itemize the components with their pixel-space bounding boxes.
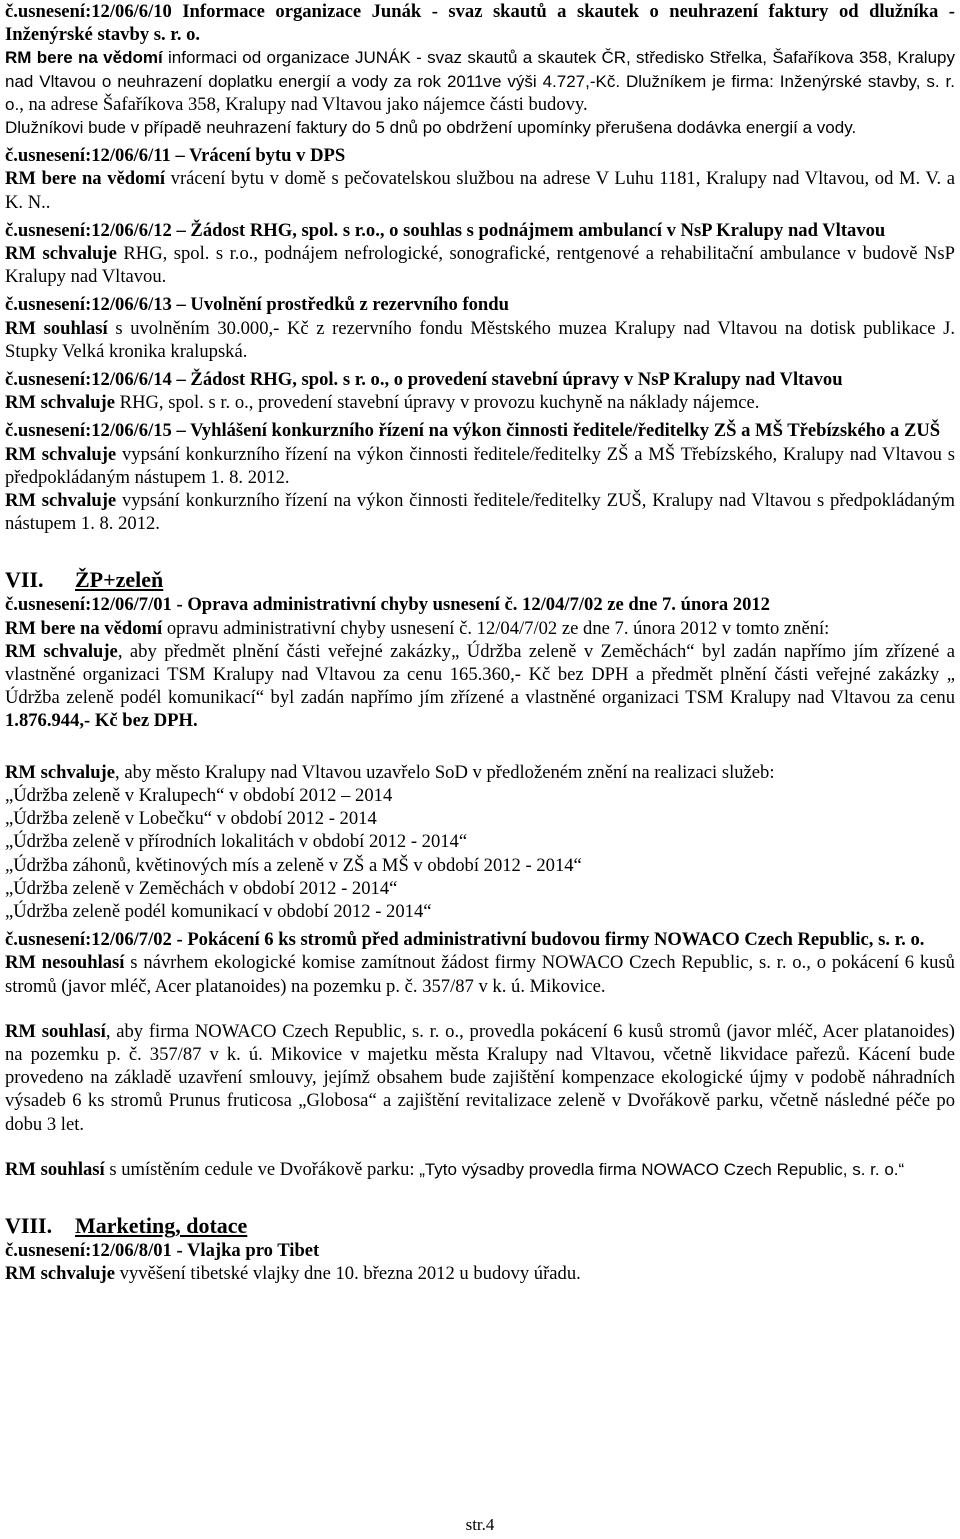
section-heading-vii xyxy=(5,567,955,593)
list-item: „Údržba zeleně v Zeměchách v období 2012 - 2014“ xyxy=(5,877,398,899)
resolution-body-2: , na adrese Šafaříkova 358, Kralupy nad Vltavou jako nájemce části budovy. xyxy=(19,93,588,115)
resolution-text xyxy=(5,761,955,784)
resolution-text xyxy=(5,617,955,640)
list-item: „Údržba zeleně podél komunikací v období 2012 - 2014“ xyxy=(5,900,432,922)
resolution-body: , aby město Kralupy nad Vltavou uzavřelo SoD v předloženém znění na realizaci služeb: xyxy=(115,761,775,783)
resolution-lead: RM nesouhlasí xyxy=(5,952,125,974)
section-heading-viii xyxy=(5,1213,955,1239)
resolution-body: vyvěšení tibetské vlajky dne 10. března 2012 u budovy úřadu. xyxy=(115,1263,581,1285)
resolution-body: , aby předmět plnění části veřejné zakázky„ Údržba zeleně v Zeměchách“ byl zadán napřímo jím zřízené a vlastněné organizaci TSM Kralupy nad Vltavou za cenu 165.360,- Kč bez DPH a předmět plnění části veřejné zakázky „ Údržba zeleně podél komunikací“ byl zadán napřímo jím zřízené a vlastněné organizaci TSM Kralupy nad Vltavou za cenu xyxy=(5,640,955,709)
list-item: „Údržba zeleně v Kralupech“ v období 2012 – 2014 xyxy=(5,784,393,806)
resolution-12-06-8-01 xyxy=(5,1239,955,1285)
resolution-text xyxy=(5,46,955,116)
resolution-lead: RM schvaluje xyxy=(5,761,116,783)
resolution-body: s umístěním cedule ve Dvořákově parku: xyxy=(104,1158,420,1180)
resolution-text xyxy=(5,489,955,535)
price-highlight: 1.876.944,- Kč bez DPH. xyxy=(5,710,198,732)
resolution-12-06-6-11 xyxy=(5,144,955,214)
section-title: ŽP+zeleň xyxy=(75,567,164,593)
resolution-body: s návrhem ekologické komise zamítnout žádost firmy NOWACO Czech Republic, s. r. o., o pokácení 6 kusů stromů (javor mléč, Acer platanoides) na pozemku p. č. 357/87 v k. ú. Mikovice. xyxy=(5,952,955,997)
resolution-title: č.usnesení:12/06/6/12 – Žádost RHG, spol. s r.o., o souhlas s podnájmem ambulancí v NsP Kralupy nad Vltavou xyxy=(5,219,886,241)
resolution-title: č.usnesení:12/06/6/11 – Vrácení bytu v DPS xyxy=(5,145,346,167)
resolution-body: informaci od organizace JUNÁK - svaz skautů a skautek ČR, středisko Střelka, Šafaříkova 358, Kralupy nad Vltavou o neuhrazení doplatku energií a vody za rok 2011ve výši 4.727,-Kč. Dlužníkem je firma: Inženýrské stavby, s. r. o. xyxy=(5,48,955,114)
resolution-body: vypsání konkurzního řízení na výkon činnosti ředitele/ředitelky ZUŠ, Kralupy nad Vltavou s předpokládaným nástupem 1. 8. 2012. xyxy=(5,490,955,535)
resolution-body: RHG, spol. s r. o., provedení stavební úpravy v provozu kuchyně na náklady nájemce. xyxy=(115,392,760,414)
resolution-title: č.usnesení:12/06/6/13 – Uvolnění prostředků z rezervního fondu xyxy=(5,294,509,316)
resolution-lead: RM schvaluje xyxy=(5,392,116,414)
resolution-text xyxy=(5,242,955,288)
resolution-body: vypsání konkurzního řízení na výkon činnosti ředitele/ředitelky ZŠ a MŠ Třebízského, Kralupy nad Vltavou s předpokládaným nástupem 1. 8. 2012. xyxy=(5,443,955,488)
resolution-body: RHG, spol. s r.o., podnájem nefrologické, sonografické, rentgenové a rehabilitační ambulance v budově NsP Kralupy nad Vltavou. xyxy=(5,243,955,288)
resolution-lead: RM schvaluje xyxy=(5,640,118,662)
page-number: str.4 xyxy=(465,1515,495,1534)
resolution-12-06-6-10 xyxy=(5,0,955,139)
resolution-text xyxy=(5,391,955,414)
resolution-lead: RM bere na vědomí xyxy=(5,48,163,68)
resolution-lead: RM souhlasí xyxy=(5,1158,105,1180)
resolution-title: č.usnesení:12/06/7/01 - Oprava administrativní chyby usnesení č. 12/04/7/02 ze dne 7. února 2012 xyxy=(5,594,770,616)
resolution-title: č.usnesení:12/06/6/10 Informace organizace Junák - svaz skautů a skautek o neuhrazení faktury od dlužníka - Inženýrské stavby s. r. o. xyxy=(5,1,955,46)
resolution-text xyxy=(5,1262,955,1285)
resolution-title: č.usnesení:12/06/7/02 - Pokácení 6 ks stromů před administrativní budovou firmy NOWACO Czech Republic, s. r. o. xyxy=(5,929,925,951)
section-number: VII. xyxy=(5,567,44,593)
resolution-title: č.usnesení:12/06/8/01 - Vlajka pro Tibet xyxy=(5,1239,320,1261)
resolution-body: opravu administrativní chyby usnesení č. 12/04/7/02 ze dne 7. února 2012 v tomto znění: xyxy=(162,617,830,639)
resolution-lead: RM souhlasí xyxy=(5,317,108,339)
resolution-12-06-6-13 xyxy=(5,293,955,363)
resolution-note: Dlužníkovi bude v případě neuhrazení faktury do 5 dnů po obdržení upomínky přerušena dodávka energií a vody. xyxy=(5,118,857,138)
resolution-text xyxy=(5,640,955,733)
resolution-lead: RM schvaluje xyxy=(5,243,117,265)
list-item: „Údržba zeleně v Lobečku“ v období 2012 - 2014 xyxy=(5,808,377,830)
resolution-12-06-6-14 xyxy=(5,368,955,414)
services-list xyxy=(5,784,955,923)
resolution-text xyxy=(5,167,955,213)
document-page xyxy=(5,0,955,1285)
resolution-lead: RM bere na vědomí xyxy=(5,617,163,639)
resolution-12-06-6-12 xyxy=(5,219,955,289)
resolution-12-06-6-15 xyxy=(5,419,955,535)
resolution-text xyxy=(5,443,955,489)
resolution-12-06-7-01 xyxy=(5,593,955,923)
resolution-body: , aby firma NOWACO Czech Republic, s. r. o., provedla pokácení 6 kusů stromů (javor mléč, Acer platanoides) na pozemku p. č. 357/87 v k. ú. Mikovice v majetku města Kralupy nad Vltavou, včetně likvidace pařezů. Kácení bude provedeno na základě uzavření smlouvy, jejímž obsahem bude zajištění kompenzace ekologické újmy v podobě náhradních výsadeb 6 ks stromů Prunus fruticosa „Globosa“ a zajištění revitalizace zeleně v Dvořákově parku, včetně následné péče po dobu 3 let. xyxy=(5,1020,955,1135)
sign-text: „Tyto výsadby provedla firma NOWACO Czech Republic, s. r. o.“ xyxy=(419,1159,905,1179)
list-item: „Údržba zeleně v přírodních lokalitách v období 2012 - 2014“ xyxy=(5,831,468,853)
resolution-text xyxy=(5,1158,955,1181)
resolution-text xyxy=(5,951,955,997)
resolution-title: č.usnesení:12/06/6/15 – Vyhlášení konkurzního řízení na výkon činnosti ředitele/ředitelky ZŠ a MŠ Třebízského a ZUŠ xyxy=(5,420,941,442)
resolution-lead: RM schvaluje xyxy=(5,1263,116,1285)
resolution-12-06-7-02 xyxy=(5,928,955,1181)
resolution-title: č.usnesení:12/06/6/14 – Žádost RHG, spol. s r. o., o provedení stavební úpravy v NsP Kralupy nad Vltavou xyxy=(5,369,843,391)
resolution-lead: RM schvaluje xyxy=(5,490,117,512)
section-number: VIII. xyxy=(5,1212,53,1238)
list-item: „Údržba záhonů, květinových mís a zeleně v ZŠ a MŠ v období 2012 - 2014“ xyxy=(5,854,582,876)
section-title: Marketing, dotace xyxy=(75,1212,248,1238)
resolution-text xyxy=(5,1020,955,1136)
resolution-lead: RM souhlasí xyxy=(5,1020,106,1042)
resolution-text xyxy=(5,317,955,363)
resolution-body: vrácení bytu v domě s pečovatelskou službou na adrese V Luhu 1181, Kralupy nad Vltavou, od M. V. a K. N.. xyxy=(5,168,955,213)
resolution-lead: RM schvaluje xyxy=(5,443,117,465)
resolution-lead: RM bere na vědomí xyxy=(5,168,166,190)
resolution-body: s uvolněním 30.000,- Kč z rezervního fondu Městského muzea Kralupy nad Vltavou na dotisk publikace J. Stupky Velká kronika kralupská. xyxy=(5,317,955,362)
